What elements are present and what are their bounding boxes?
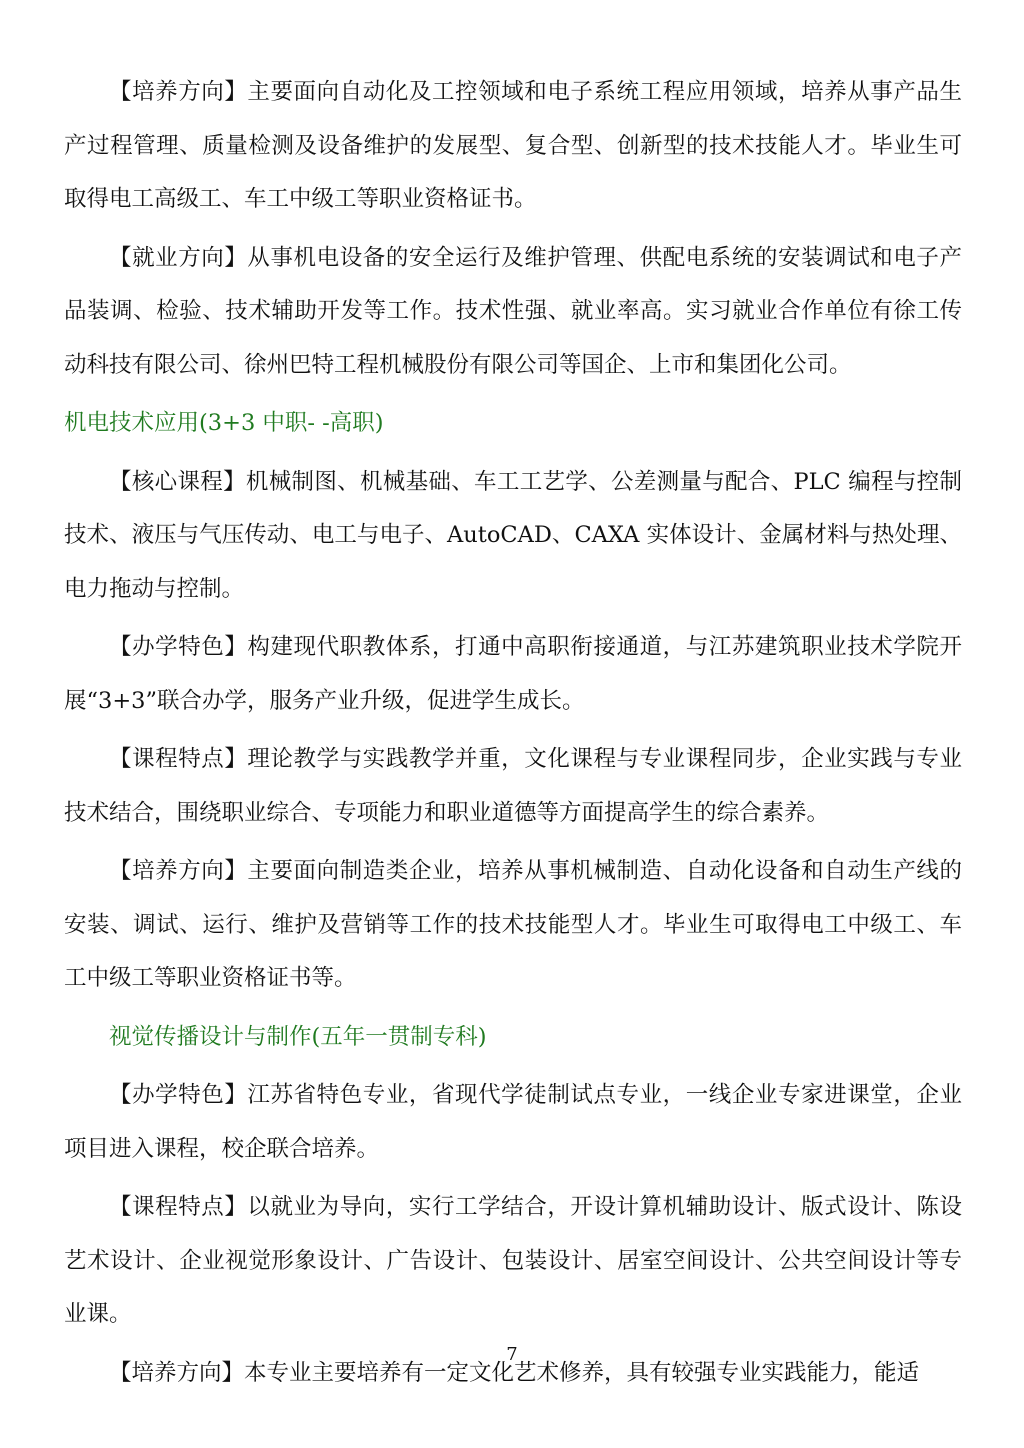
paragraph-tag: 【办学特色】: [109, 1082, 248, 1108]
section-heading-mechatronics: 机电技术应用(3+3 中职- -高职): [64, 410, 384, 436]
paragraph-text: 机械制图、机械基础、车工工艺学、公差测量与配合、PLC 编程与控制技术、液压与气压传动、电工与电子、AutoCAD、CAXA 实体设计、金属材料与热处理、电力拖动与控制。: [64, 468, 962, 602]
paragraph-tag: 【办学特色】: [109, 634, 248, 660]
paragraph-employment-direction: [64, 232, 962, 393]
paragraph-tag: 【课程特点】: [109, 1194, 248, 1220]
paragraph-tag: 【就业方向】: [109, 244, 248, 271]
paragraph-tag: 【培养方向】: [109, 1359, 245, 1386]
paragraph-training-direction: [64, 66, 962, 227]
section-heading-visual-design: 视觉传播设计与制作(五年一贯制专科): [109, 1023, 487, 1050]
paragraph-text: 主要面向自动化及工控领域和电子系统工程应用领域，培养从事产品生产过程管理、质量检测及设备维护的发展型、复合型、创新型的技术技能人才。毕业生可取得电工高级工、车工中级工等职业资格证书。: [64, 79, 962, 212]
paragraph-training-direction: [64, 845, 962, 1006]
paragraph-school-features: [64, 1069, 962, 1176]
paragraph-course-features: [64, 733, 962, 840]
paragraph-tag: 【课程特点】: [109, 746, 248, 772]
paragraph-tag: 【培养方向】: [109, 858, 248, 884]
paragraph-text: 本专业主要培养有一定文化艺术修养，具有较强专业实践能力，能适: [244, 1359, 920, 1386]
paragraph-school-features: [64, 621, 962, 728]
paragraph-text: 主要面向制造类企业，培养从事机械制造、自动化设备和自动生产线的安装、调试、运行、维护及营销等工作的技术技能型人才。毕业生可取得电工中级工、车工中级工等职业资格证书等。: [64, 858, 962, 991]
paragraph-tag: 【培养方向】: [109, 79, 248, 105]
paragraph-course-features: [64, 1181, 962, 1342]
paragraph-core-courses: [64, 456, 962, 617]
paragraph-text: 从事机电设备的安全运行及维护管理、供配电系统的安装调试和电子产品装调、检验、技术辅助开发等工作。技术性强、就业率高。实习就业合作单位有徐工传动科技有限公司、徐州巴特工程机械股份有限公司等国企、上市和集团化公司。: [64, 244, 962, 378]
document-body: [64, 66, 962, 1405]
paragraph-text: 以就业为导向，实行工学结合，开设计算机辅助设计、版式设计、陈设艺术设计、企业视觉形象设计、广告设计、包装设计、居室空间设计、公共空间设计等专业课。: [64, 1194, 962, 1327]
page-number: 7: [506, 1344, 518, 1365]
paragraph-tag: 【核心课程】: [109, 468, 246, 495]
paragraph-text: 江苏省特色专业，省现代学徒制试点专业，一线企业专家进课堂，企业项目进入课程，校企联合培养。: [64, 1082, 962, 1162]
paragraph-text: 理论教学与实践教学并重，文化课程与专业课程同步，企业实践与专业技术结合，围绕职业综合、专项能力和职业道德等方面提高学生的综合素养。: [64, 746, 962, 826]
paragraph-text: 构建现代职教体系，打通中高职衔接通道，与江苏建筑职业技术学院开展“3+3”联合办学，服务产业升级，促进学生成长。: [64, 634, 962, 714]
